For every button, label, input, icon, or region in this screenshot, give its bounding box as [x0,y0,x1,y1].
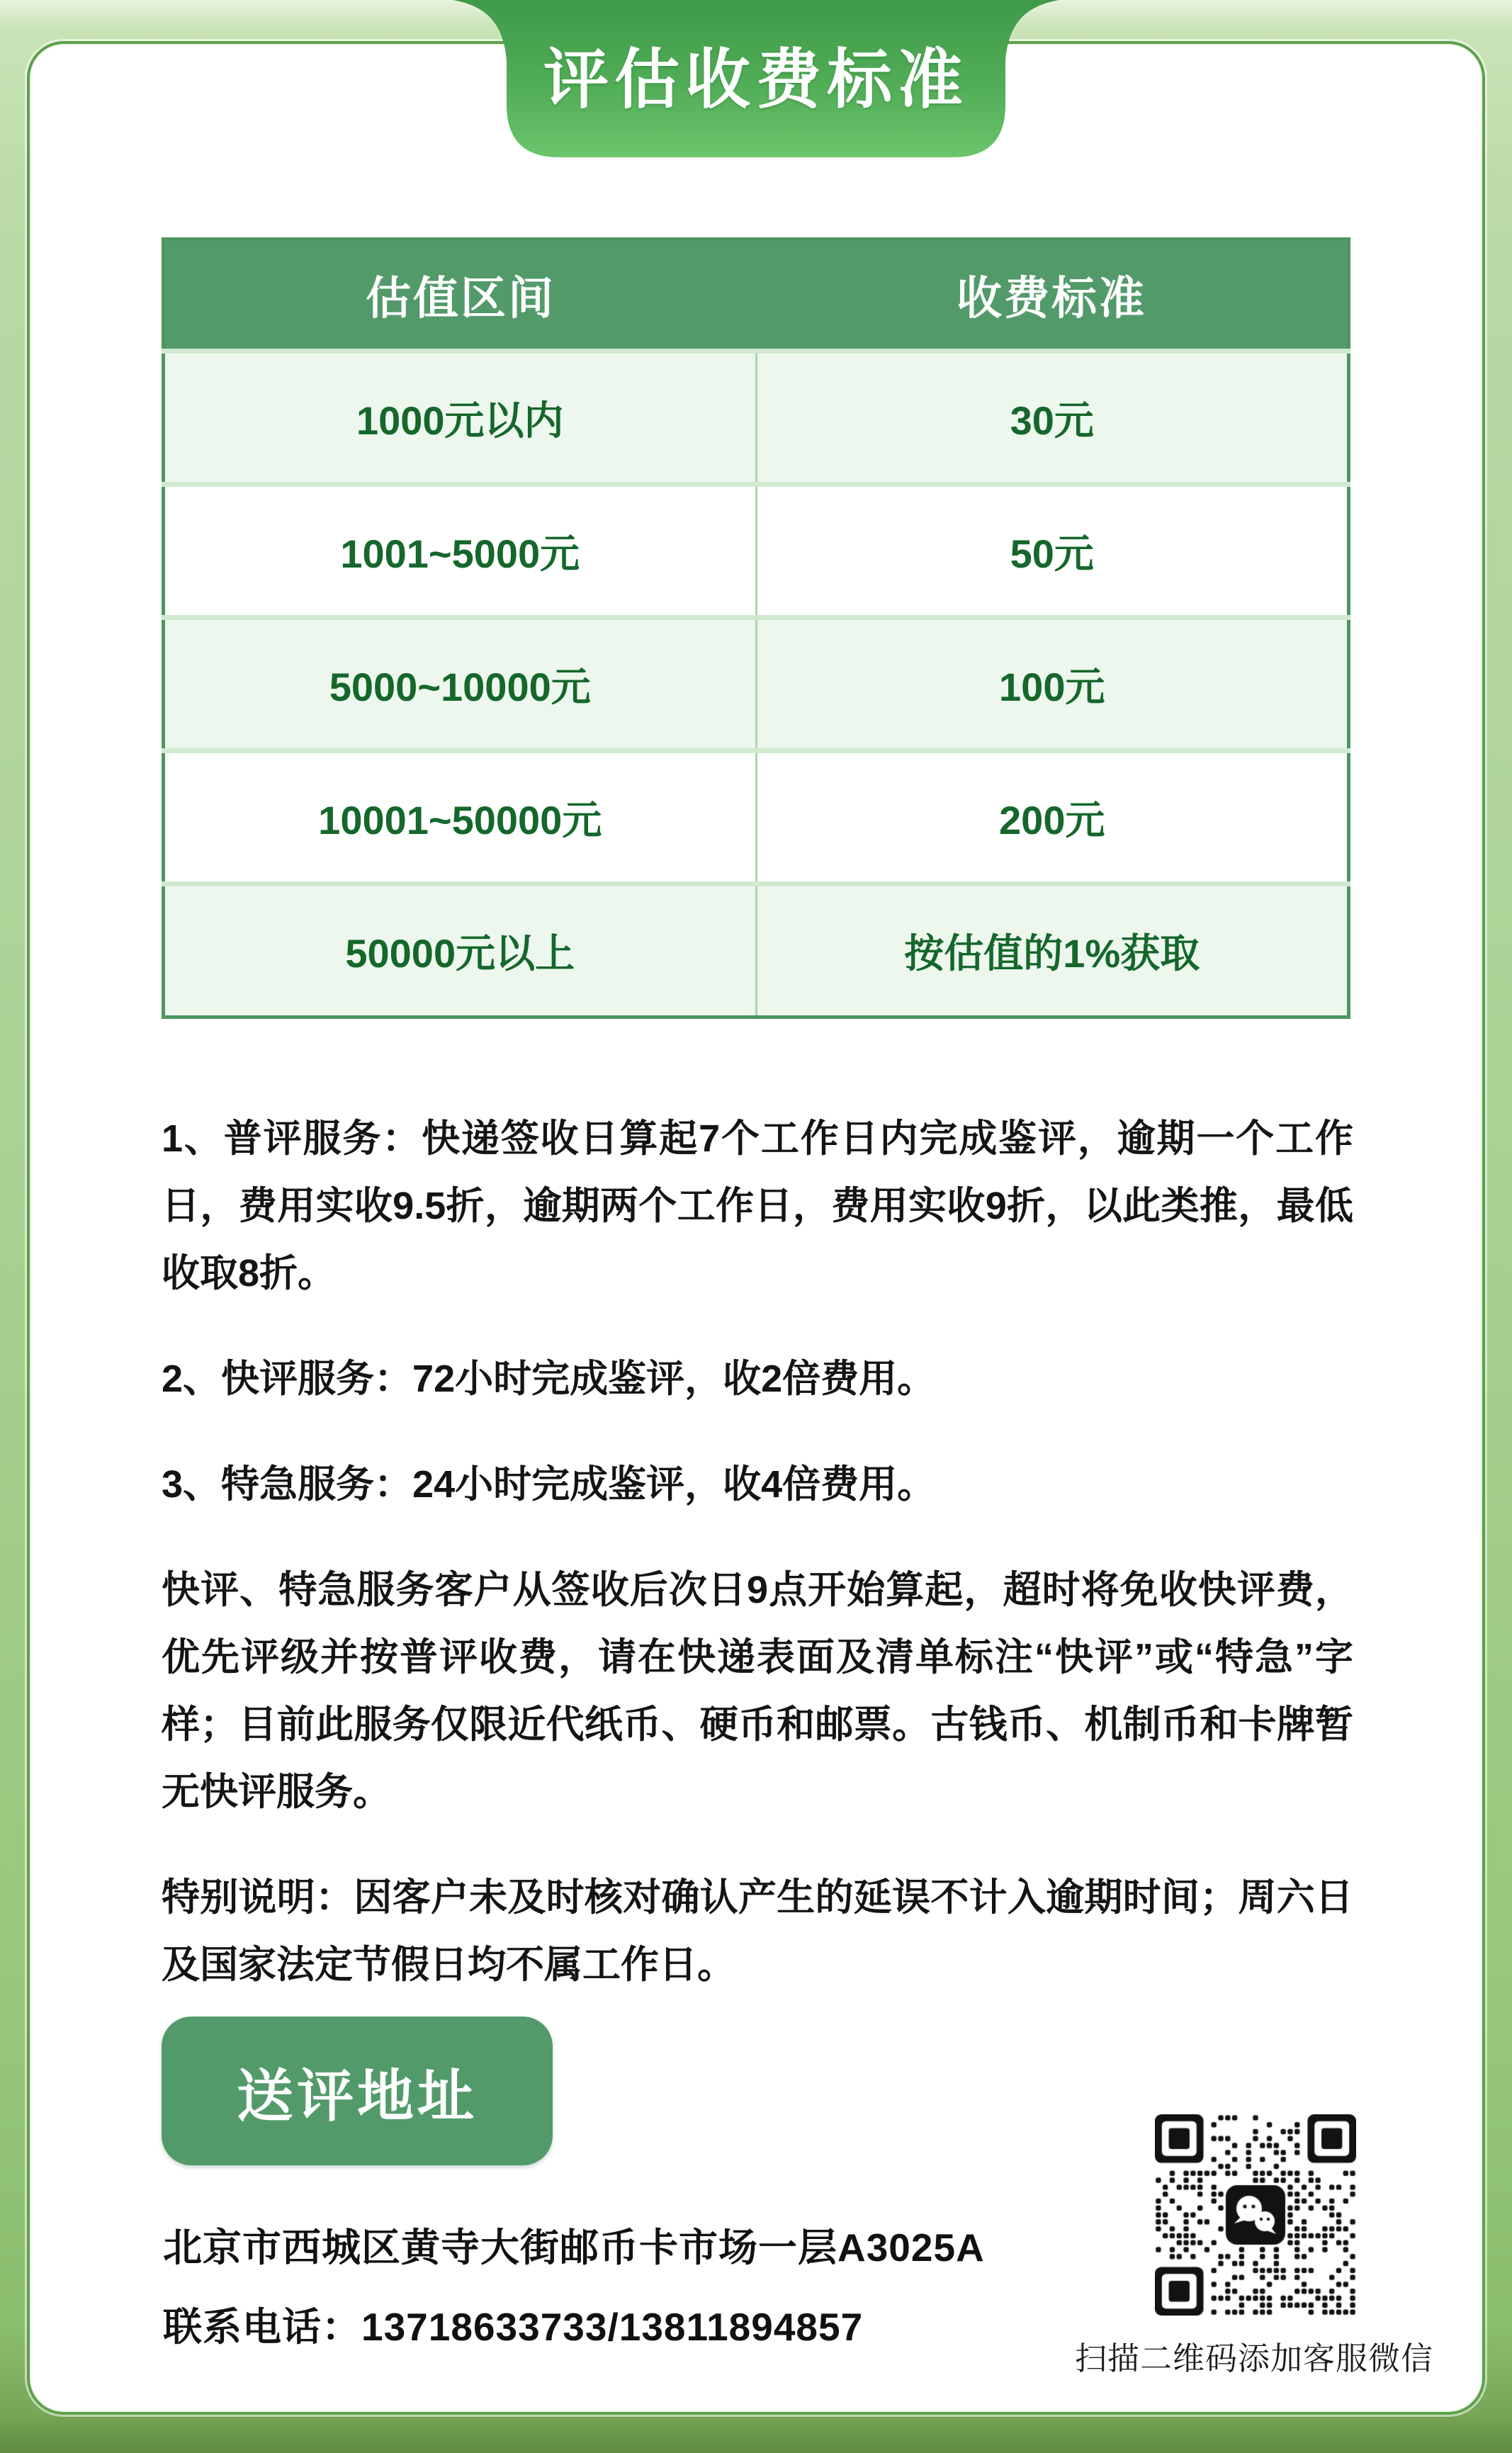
table-row [164,884,1349,1017]
valuation-range-cell: 1000元以内 [164,351,757,485]
fee-cell: 30元 [756,351,1349,485]
table-row [164,485,1349,618]
page-title: 评估收费标准 [543,44,969,116]
column-header-fee-standard: 收费标准 [756,239,1349,351]
note-paragraph: 3、特急服务：24小时完成鉴评，收4倍费用。 [162,1463,936,1506]
note-paragraph: 快评、特急服务客户从签收后次日9点开始算起，超时将免收快评费，优先评级并按普评收费，请在快递表面及清单标注“快评”或“特急”字样；目前此服务仅限近代纸币、硬币和邮票。古钱币、机制币和卡牌暂无快评服务。 [162,1569,1353,1814]
fee-cell: 50元 [756,485,1349,618]
table-row [164,751,1349,884]
valuation-range-cell: 1001~5000元 [164,485,757,618]
column-header-valuation-range: 估值区间 [164,239,757,351]
qr-code [1155,2114,1356,2316]
address-text: 北京市西城区黄寺大街邮币卡市场一层A3025A [163,2226,985,2269]
valuation-range-cell: 10001~50000元 [164,751,757,884]
fee-cell: 200元 [756,751,1349,884]
submission-address-button: 送评地址 [162,2017,553,2165]
fee-table-body [164,351,1349,1017]
table-row [164,618,1349,751]
fee-cell: 按估值的1%获取 [756,884,1349,1017]
fee-table [162,237,1350,1019]
header-banner [451,0,1061,159]
valuation-range-cell: 5000~10000元 [164,618,757,751]
fee-cell: 100元 [756,618,1349,751]
table-header-row [164,239,1349,351]
valuation-range-cell: 50000元以上 [164,884,757,1017]
table-row [164,351,1349,485]
note-paragraph: 特别说明：因客户未及时核对确认产生的延误不计入逾期时间；周六日及国家法定节假日均不属工作日。 [162,1876,1353,1987]
qr-caption: 扫描二维码添加客服微信 [1074,2340,1433,2376]
note-paragraph: 1、普评服务：快递签收日算起7个工作日内完成鉴评，逾期一个工作日，费用实收9.5折，逾期两个工作日，费用实收9折，以此类推，最低收取8折。 [162,1117,1353,1295]
note-paragraph: 2、快评服务：72小时完成鉴评，收2倍费用。 [162,1358,936,1401]
notes [162,1105,1353,2037]
phone-text: 联系电话：13718633733/13811894857 [163,2305,864,2349]
